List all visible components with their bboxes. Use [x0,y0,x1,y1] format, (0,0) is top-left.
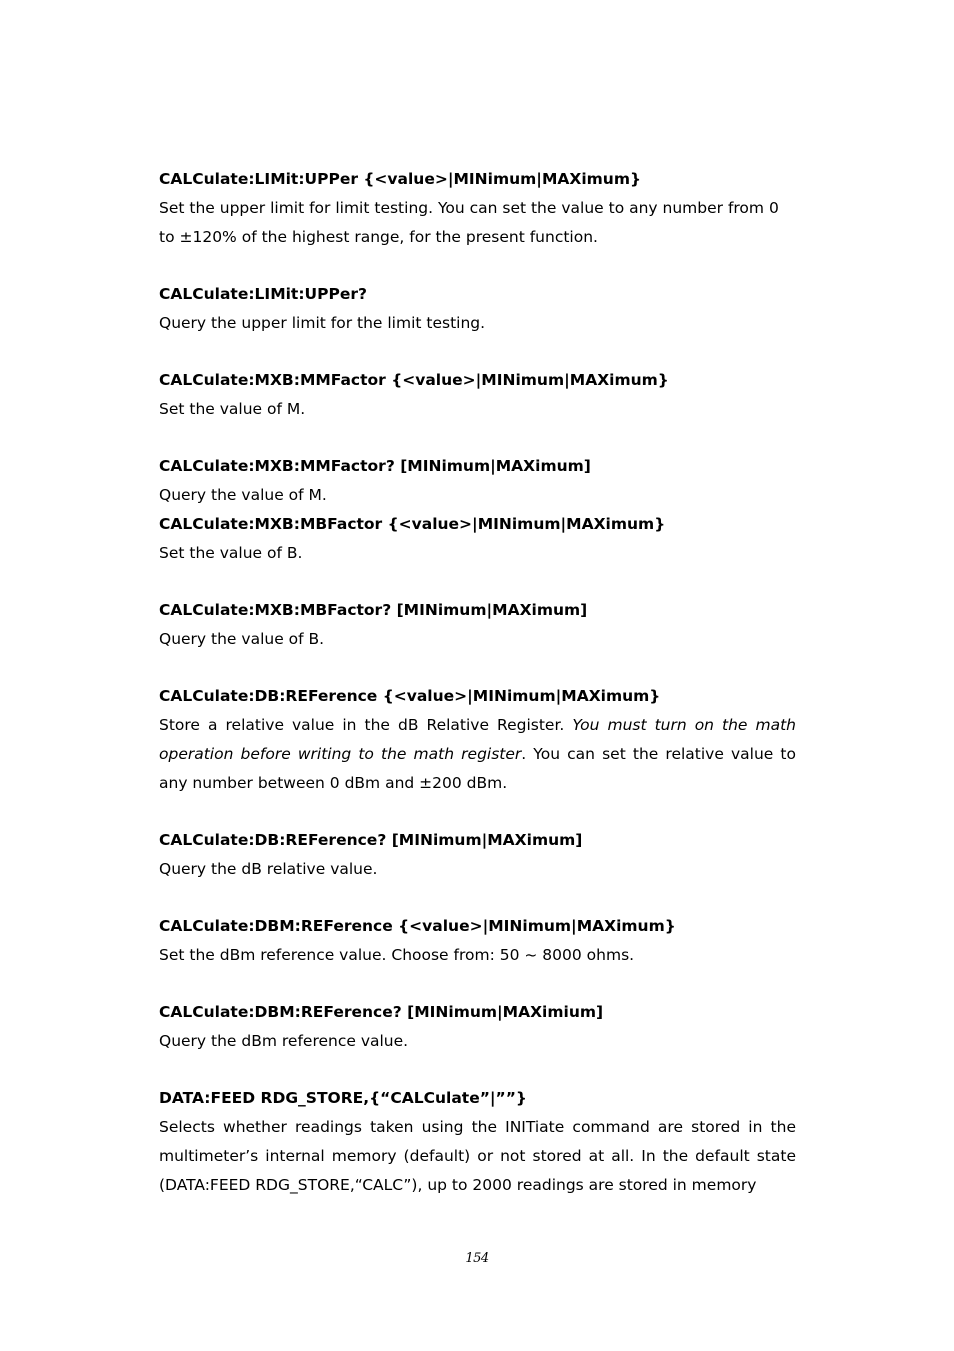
command-heading: CALCulate:DB:REFerence {<value>|MINimum|MAXimum} [159,687,661,705]
command-heading: CALCulate:LIMit:UPPer {<value>|MINimum|MAXimum} [159,170,642,188]
description-line: to ±120% of the highest range, for the present function. [159,228,598,246]
command-heading: CALCulate:LIMit:UPPer? [159,285,367,303]
description-line: Query the value of B. [159,630,325,648]
command-heading: CALCulate:MXB:MBFactor? [MINimum|MAXimum] [159,601,588,619]
command-heading: CALCulate:MXB:MBFactor {<value>|MINimum|MAXimum} [159,515,666,533]
command-heading: CALCulate:DBM:REFerence? [MINimum|MAXimium] [159,1003,604,1021]
description-text: Store a relative value in the dB Relative Register. [159,716,573,734]
description-line: Query the dB relative value. [159,860,378,878]
command-heading: DATA:FEED RDG_STORE,{“CALCulate”|””} [159,1089,527,1107]
description-paragraph [159,711,796,798]
description-line: Set the value of B. [159,544,303,562]
description-line: Set the value of M. [159,400,306,418]
command-heading: CALCulate:DBM:REFerence {<value>|MINimum|MAXimum} [159,917,676,935]
page-number: 154 [465,1251,489,1266]
command-heading: CALCulate:MXB:MMFactor? [MINimum|MAXimum] [159,457,591,475]
description-paragraph: Selects whether readings taken using the INITiate command are stored in the multimeter’s internal memory (default) or not stored at all. In the default state (DATA:FEED RDG_STORE,“CALC”), up to 2000 readings are stored in memory [159,1118,796,1194]
description-line: Query the value of M. [159,486,327,504]
description-line: Query the upper limit for the limit testing. [159,314,486,332]
emphasized-note: You must turn on the math operation before writing to the math register [159,716,796,763]
command-heading: CALCulate:MXB:MMFactor {<value>|MINimum|MAXimum} [159,371,669,389]
document-body [159,165,796,1200]
description-line: Set the upper limit for limit testing. You can set the value to any number from 0 [159,199,779,217]
description-line: Set the dBm reference value. Choose from: 50 ~ 8000 ohms. [159,946,635,964]
description-text: . You can set the relative value to any number between 0 dBm and ±200 dBm. [159,745,796,792]
command-heading: CALCulate:DB:REFerence? [MINimum|MAXimum] [159,831,583,849]
description-line: Query the dBm reference value. [159,1032,409,1050]
